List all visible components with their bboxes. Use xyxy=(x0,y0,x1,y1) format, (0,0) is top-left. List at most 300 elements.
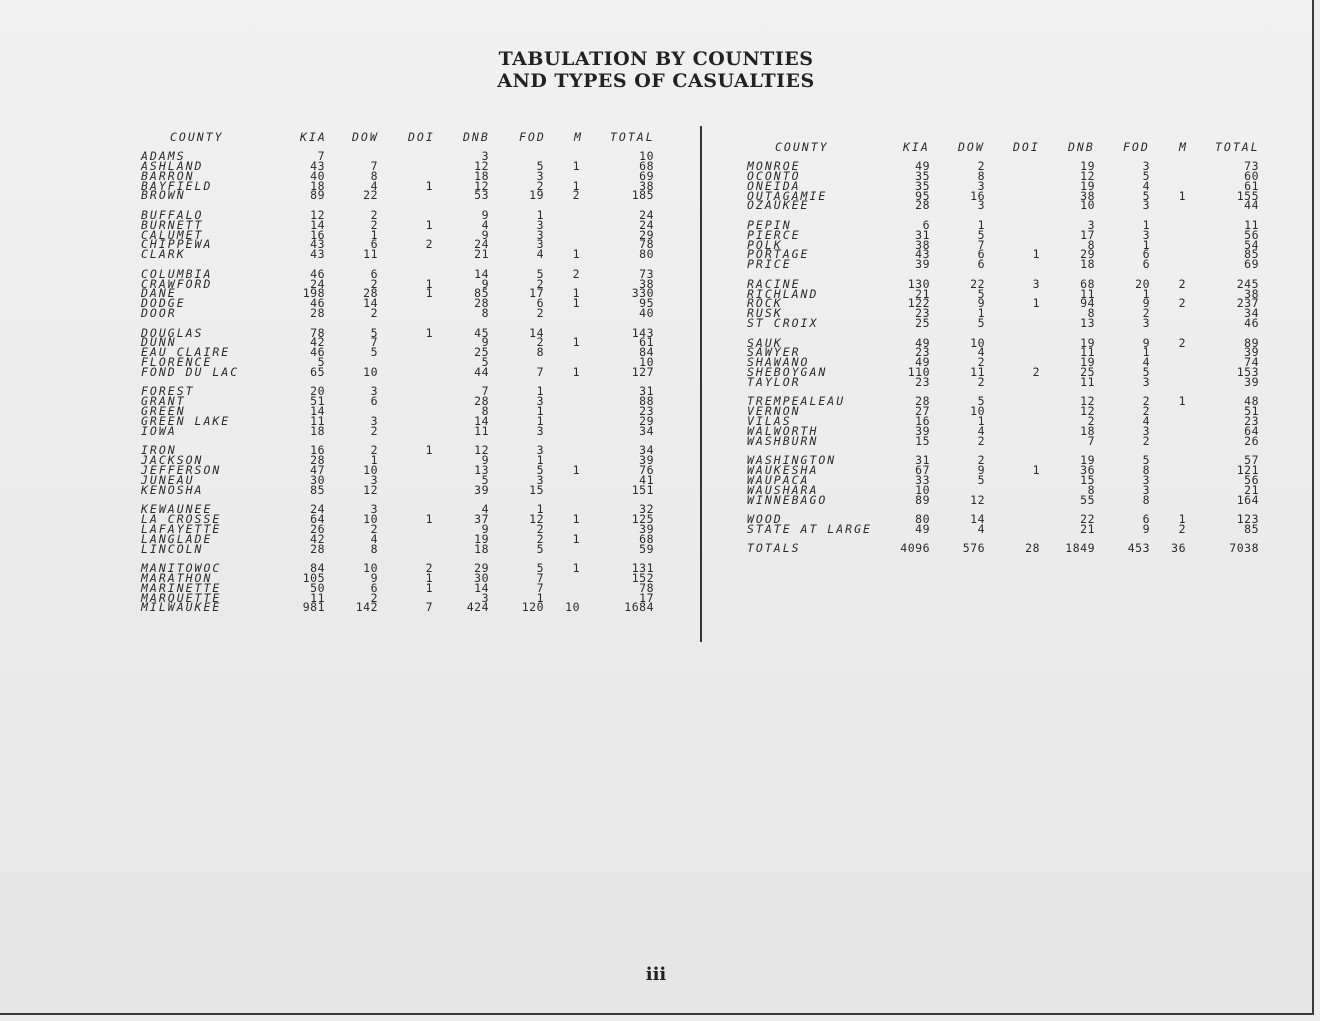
cell-doi: 1 xyxy=(1032,247,1040,262)
cell-dnb: 5 xyxy=(481,472,489,487)
cell-dow: 12 xyxy=(363,482,378,497)
cell-kia: 85 xyxy=(310,482,325,497)
cell-kia: 33 xyxy=(915,472,930,487)
cell-dow: 3 xyxy=(370,384,378,399)
cell-kia: 46 xyxy=(310,296,325,311)
cell-doi: 1 xyxy=(1032,463,1040,478)
table-row xyxy=(0,178,1312,193)
cell-fod: 6 xyxy=(1142,247,1150,262)
cell-doi: 1 xyxy=(425,178,433,193)
cell-fod: 7 xyxy=(536,580,544,595)
cell-total: 39 xyxy=(639,521,654,536)
cell-fod: 1 xyxy=(1142,217,1150,232)
cell-dnb: 9 xyxy=(481,227,489,242)
cell-fod: 15 xyxy=(529,482,544,497)
cell-fod: 2 xyxy=(536,521,544,536)
cell-dow: 11 xyxy=(363,247,378,262)
header-county: COUNTY xyxy=(775,140,829,154)
cell-dow: 1 xyxy=(370,453,378,468)
cell-m: 36 xyxy=(1171,541,1186,556)
cell-dnb: 424 xyxy=(466,600,489,615)
cell-kia: 80 xyxy=(915,512,930,527)
cell-dnb: 36 xyxy=(1080,463,1095,478)
cell-kia: 35 xyxy=(915,178,930,193)
cell-total: 69 xyxy=(639,168,654,183)
cell-dnb: 12 xyxy=(474,158,489,173)
cell-fod: 2 xyxy=(536,335,544,350)
cell-total: 40 xyxy=(639,306,654,321)
cell-total: 23 xyxy=(639,404,654,419)
table-row xyxy=(0,217,1312,232)
cell-county: ST CROIX xyxy=(747,316,819,331)
cell-kia: 89 xyxy=(310,188,325,203)
cell-dnb: 94 xyxy=(1080,296,1095,311)
cell-dnb: 19 xyxy=(1080,355,1095,370)
cell-county: SAWYER xyxy=(747,345,801,360)
cell-kia: 12 xyxy=(310,207,325,222)
cell-dnb: 28 xyxy=(474,296,489,311)
table-row xyxy=(0,580,700,595)
cell-total: 46 xyxy=(1244,316,1259,331)
cell-total: 41 xyxy=(639,472,654,487)
cell-county: DUNN xyxy=(141,335,177,350)
cell-total: 56 xyxy=(1244,227,1259,242)
header-total: TOTAL xyxy=(610,130,655,144)
cell-m: 1 xyxy=(572,178,580,193)
header-kia: KIA xyxy=(903,140,930,154)
cell-county: DOOR xyxy=(141,306,177,321)
cell-dow: 7 xyxy=(370,335,378,350)
table-row xyxy=(0,247,1312,262)
cell-dnb: 14 xyxy=(474,266,489,281)
cell-total: 11 xyxy=(1244,217,1259,232)
table-row xyxy=(0,296,1312,311)
cell-m: 2 xyxy=(1178,521,1186,536)
cell-dnb: 11 xyxy=(1080,286,1095,301)
cell-dnb: 12 xyxy=(474,178,489,193)
cell-fod: 6 xyxy=(536,296,544,311)
cell-m: 10 xyxy=(565,600,580,615)
cell-fod: 5 xyxy=(1142,365,1150,380)
cell-dnb: 25 xyxy=(1080,365,1095,380)
cell-dow: 1 xyxy=(977,306,985,321)
header-fod: FOD xyxy=(1123,140,1150,154)
cell-kia: 14 xyxy=(310,404,325,419)
table-row xyxy=(0,374,1312,389)
cell-dnb: 12 xyxy=(1080,168,1095,183)
cell-dow: 2 xyxy=(370,423,378,438)
cell-total: 61 xyxy=(1244,178,1259,193)
table-row xyxy=(0,257,1312,272)
cell-dow: 10 xyxy=(363,560,378,575)
table-row xyxy=(0,188,1312,203)
cell-fod: 2 xyxy=(1142,306,1150,321)
cell-county: WOOD xyxy=(747,512,783,527)
cell-dow: 3 xyxy=(370,502,378,517)
cell-county: IOWA xyxy=(141,423,177,438)
cell-dnb: 19 xyxy=(1080,178,1095,193)
cell-kia: 42 xyxy=(310,335,325,350)
cell-kia: 27 xyxy=(915,404,930,419)
cell-total: 44 xyxy=(1244,198,1259,213)
header-doi: DOI xyxy=(1013,140,1040,154)
cell-fod: 20 xyxy=(1135,276,1150,291)
header-kia: KIA xyxy=(300,130,327,144)
cell-county: POLK xyxy=(747,237,783,252)
cell-doi: 1 xyxy=(425,286,433,301)
cell-total: 29 xyxy=(639,413,654,428)
table-row xyxy=(0,511,1312,527)
cell-dnb: 13 xyxy=(474,462,489,477)
cell-m: 2 xyxy=(1178,335,1186,350)
cell-total: 127 xyxy=(631,364,654,379)
cell-kia: 26 xyxy=(310,521,325,536)
cell-fod: 3 xyxy=(536,443,544,458)
cell-fod: 3 xyxy=(536,237,544,252)
cell-kia: 49 xyxy=(915,335,930,350)
cell-kia: 4096 xyxy=(900,541,930,556)
table-row xyxy=(0,482,1312,497)
cell-dnb: 25 xyxy=(474,345,489,360)
cell-county: BAYFIELD xyxy=(141,178,213,193)
header-doi: DOI xyxy=(408,130,435,144)
cell-fod: 1 xyxy=(536,413,544,428)
cell-fod: 4 xyxy=(1142,178,1150,193)
cell-kia: 21 xyxy=(915,286,930,301)
cell-fod: 8 xyxy=(1142,492,1150,507)
cell-m: 1 xyxy=(572,247,580,262)
cell-dow: 5 xyxy=(977,286,985,301)
cell-dnb: 14 xyxy=(474,413,489,428)
table-row xyxy=(0,345,1312,360)
cell-fod: 5 xyxy=(536,462,544,477)
table-row xyxy=(0,227,1312,242)
cell-dow: 5 xyxy=(370,345,378,360)
cell-kia: 31 xyxy=(915,453,930,468)
cell-county: SHAWANO xyxy=(747,355,810,370)
cell-dow: 4 xyxy=(977,423,985,438)
cell-county: TAYLOR xyxy=(747,374,801,389)
cell-dnb: 5 xyxy=(481,355,489,370)
cell-dnb: 85 xyxy=(474,286,489,301)
cell-dnb: 55 xyxy=(1080,492,1095,507)
cell-dnb: 10 xyxy=(1080,198,1095,213)
cell-dnb: 9 xyxy=(481,453,489,468)
table-row xyxy=(0,335,1312,350)
cell-dow: 6 xyxy=(370,237,378,252)
cell-county: VERNON xyxy=(747,404,801,419)
cell-dnb: 18 xyxy=(474,541,489,556)
cell-fod: 3 xyxy=(1142,198,1150,213)
cell-total: 60 xyxy=(1244,168,1259,183)
cell-total: 23 xyxy=(1244,414,1259,429)
cell-total: 39 xyxy=(1244,374,1259,389)
cell-m: 1 xyxy=(572,158,580,173)
cell-dnb: 12 xyxy=(1080,394,1095,409)
cell-fod: 5 xyxy=(536,266,544,281)
cell-total: 95 xyxy=(639,296,654,311)
table-row xyxy=(0,276,1312,291)
cell-kia: 38 xyxy=(915,237,930,252)
cell-county: FOREST xyxy=(141,384,195,399)
cell-kia: 43 xyxy=(310,237,325,252)
cell-dow: 5 xyxy=(977,394,985,409)
table-row xyxy=(0,355,1312,370)
cell-fod: 1 xyxy=(536,502,544,517)
cell-fod: 1 xyxy=(536,404,544,419)
cell-dnb: 8 xyxy=(481,306,489,321)
cell-doi: 2 xyxy=(1032,365,1040,380)
cell-dow: 10 xyxy=(363,511,378,526)
cell-total: 185 xyxy=(631,188,654,203)
cell-dow: 3 xyxy=(370,413,378,428)
cell-kia: 49 xyxy=(915,355,930,370)
table-row xyxy=(0,590,700,605)
cell-dow: 5 xyxy=(370,325,378,340)
totals-row xyxy=(0,541,1312,556)
page-title xyxy=(0,48,1312,92)
cell-fod: 3 xyxy=(536,227,544,242)
cell-total: 85 xyxy=(1244,247,1259,262)
cell-dnb: 2 xyxy=(1087,414,1095,429)
cell-kia: 84 xyxy=(310,560,325,575)
cell-doi: 2 xyxy=(425,560,433,575)
cell-dnb: 12 xyxy=(1080,404,1095,419)
cell-dow: 6 xyxy=(977,257,985,272)
cell-total: 59 xyxy=(639,541,654,556)
cell-dnb: 7 xyxy=(1087,433,1095,448)
cell-dnb: 7 xyxy=(481,384,489,399)
cell-county: WAUSHARA xyxy=(747,482,819,497)
cell-doi: 1 xyxy=(425,570,433,585)
header-dnb: DNB xyxy=(463,130,490,144)
cell-dow: 12 xyxy=(970,492,985,507)
cell-kia: 23 xyxy=(915,374,930,389)
cell-dnb: 3 xyxy=(481,149,489,163)
cell-kia: 95 xyxy=(915,188,930,203)
cell-dnb: 9 xyxy=(481,521,489,536)
cell-total: 56 xyxy=(1244,472,1259,487)
cell-kia: 47 xyxy=(310,462,325,477)
cell-dnb: 9 xyxy=(481,335,489,350)
cell-dnb: 15 xyxy=(1080,472,1095,487)
cell-dow: 7 xyxy=(370,158,378,173)
table-row xyxy=(0,453,1312,468)
cell-county: PORTAGE xyxy=(747,247,810,262)
cell-m: 1 xyxy=(572,511,580,526)
cell-dow: 2 xyxy=(977,433,985,448)
cell-county: VILAS xyxy=(747,414,792,429)
cell-dnb: 44 xyxy=(474,364,489,379)
cell-dnb: 39 xyxy=(474,482,489,497)
cell-county: OUTAGAMIE xyxy=(747,188,828,203)
cell-fod: 19 xyxy=(529,188,544,203)
cell-fod: 3 xyxy=(536,472,544,487)
cell-county: LAFAYETTE xyxy=(141,521,222,536)
cell-total: 88 xyxy=(639,394,654,409)
cell-fod: 1 xyxy=(536,590,544,605)
cell-county: SHEBOYGAN xyxy=(747,365,828,380)
cell-kia: 130 xyxy=(907,276,930,291)
cell-total: 64 xyxy=(1244,423,1259,438)
cell-dow: 3 xyxy=(977,198,985,213)
cell-total: 85 xyxy=(1244,521,1259,536)
cell-dow: 2 xyxy=(370,217,378,232)
cell-dow: 2 xyxy=(370,521,378,536)
cell-m: 2 xyxy=(572,188,580,203)
cell-dnb: 1849 xyxy=(1065,541,1095,556)
cell-county: LA CROSSE xyxy=(141,511,222,526)
cell-county: WASHINGTON xyxy=(747,453,837,468)
cell-county: JEFFERSON xyxy=(141,462,222,477)
cell-fod: 12 xyxy=(529,511,544,526)
cell-fod: 17 xyxy=(529,286,544,301)
cell-county: RACINE xyxy=(747,276,801,291)
cell-dnb: 12 xyxy=(474,443,489,458)
cell-county: SAUK xyxy=(747,335,783,350)
cell-fod: 5 xyxy=(536,541,544,556)
cell-total: 38 xyxy=(639,178,654,193)
table-row xyxy=(0,492,1312,507)
cell-dnb: 9 xyxy=(481,276,489,291)
cell-doi: 1 xyxy=(425,325,433,340)
cell-total: 89 xyxy=(1244,335,1259,350)
cell-dnb: 29 xyxy=(474,560,489,575)
page-number: iii xyxy=(645,964,667,985)
cell-kia: 49 xyxy=(915,521,930,536)
cell-dnb: 8 xyxy=(1087,482,1095,497)
cell-kia: 35 xyxy=(915,168,930,183)
cell-total: 143 xyxy=(631,325,654,340)
cell-dnb: 24 xyxy=(474,237,489,252)
cell-m: 2 xyxy=(572,266,580,281)
cell-dow: 7 xyxy=(977,237,985,252)
cell-total: 76 xyxy=(639,462,654,477)
cell-dnb: 68 xyxy=(1080,276,1095,291)
cell-dow: 3 xyxy=(370,472,378,487)
cell-kia: 67 xyxy=(915,463,930,478)
cell-fod: 4 xyxy=(1142,414,1150,429)
cell-county: STATE AT LARGE xyxy=(747,521,872,536)
cell-county: RUSK xyxy=(747,306,783,321)
table-row xyxy=(0,472,1312,487)
cell-fod: 3 xyxy=(536,217,544,232)
cell-kia: 16 xyxy=(915,414,930,429)
cell-fod: 7 xyxy=(536,570,544,585)
cell-dnb: 11 xyxy=(1080,374,1095,389)
cell-kia: 51 xyxy=(310,394,325,409)
cell-m: 1 xyxy=(572,531,580,546)
cell-dow: 16 xyxy=(970,188,985,203)
cell-doi: 1 xyxy=(425,580,433,595)
cell-kia: 46 xyxy=(310,266,325,281)
cell-dnb: 22 xyxy=(1080,512,1095,527)
cell-doi: 1 xyxy=(425,443,433,458)
cell-kia: 43 xyxy=(310,158,325,173)
cell-dow: 5 xyxy=(977,472,985,487)
table-row xyxy=(0,413,1312,429)
cell-kia: 64 xyxy=(310,511,325,526)
cell-fod: 5 xyxy=(536,560,544,575)
cell-dnb: 19 xyxy=(1080,453,1095,468)
cell-county: DANE xyxy=(141,286,177,301)
cell-county: BARRON xyxy=(141,168,195,183)
cell-kia: 40 xyxy=(310,168,325,183)
cell-kia: 16 xyxy=(310,227,325,242)
cell-fod: 4 xyxy=(1142,355,1150,370)
cell-total: 7038 xyxy=(1229,541,1259,556)
cell-total: 121 xyxy=(1236,463,1259,478)
cell-county: COLUMBIA xyxy=(141,266,213,281)
cell-fod: 3 xyxy=(1142,482,1150,497)
table-row xyxy=(0,570,700,585)
cell-county: MILWAUKEE xyxy=(141,600,222,615)
cell-total: 34 xyxy=(639,423,654,438)
cell-kia: 20 xyxy=(310,384,325,399)
cell-fod: 2 xyxy=(536,178,544,193)
cell-dow: 10 xyxy=(970,335,985,350)
cell-kia: 981 xyxy=(302,600,325,615)
cell-dow: 9 xyxy=(370,570,378,585)
cell-kia: 28 xyxy=(310,453,325,468)
cell-m: 1 xyxy=(572,462,580,477)
cell-total: 38 xyxy=(639,276,654,291)
cell-county: JUNEAU xyxy=(141,472,195,487)
cell-dnb: 3 xyxy=(481,590,489,605)
table-row xyxy=(0,286,1312,301)
cell-dow: 2 xyxy=(977,355,985,370)
cell-county: BUFFALO xyxy=(141,207,204,222)
cell-total: 24 xyxy=(639,217,654,232)
cell-total: 34 xyxy=(639,443,654,458)
cell-total: 68 xyxy=(639,158,654,173)
cell-total: 54 xyxy=(1244,237,1259,252)
cell-dnb: 4 xyxy=(481,502,489,517)
cell-fod: 3 xyxy=(536,168,544,183)
cell-dnb: 37 xyxy=(474,511,489,526)
cell-dow: 10 xyxy=(363,462,378,477)
cell-fod: 9 xyxy=(1142,296,1150,311)
cell-fod: 2 xyxy=(536,531,544,546)
cell-total: 80 xyxy=(639,247,654,262)
cell-fod: 9 xyxy=(1142,521,1150,536)
cell-kia: 43 xyxy=(915,247,930,262)
cell-fod: 3 xyxy=(1142,159,1150,173)
cell-total: 125 xyxy=(631,511,654,526)
cell-dow: 8 xyxy=(370,541,378,556)
cell-county: LANGLADE xyxy=(141,531,213,546)
cell-total: 17 xyxy=(639,590,654,605)
cell-total: 73 xyxy=(639,266,654,281)
cell-fod: 1 xyxy=(1142,345,1150,360)
cell-total: 84 xyxy=(639,345,654,360)
cell-total: 34 xyxy=(1244,306,1259,321)
cell-dow: 2 xyxy=(370,276,378,291)
cell-dnb: 8 xyxy=(1087,306,1095,321)
cell-county: MARATHON xyxy=(141,570,213,585)
cell-fod: 5 xyxy=(1142,453,1150,468)
cell-dnb: 18 xyxy=(1080,423,1095,438)
cell-dow: 6 xyxy=(370,580,378,595)
cell-county: MONROE xyxy=(747,159,801,173)
table-row xyxy=(0,306,1312,321)
cell-dow: 9 xyxy=(977,463,985,478)
cell-fod: 1 xyxy=(536,207,544,222)
cell-dow: 1 xyxy=(370,227,378,242)
cell-fod: 2 xyxy=(1142,394,1150,409)
header-dnb: DNB xyxy=(1068,140,1095,154)
cell-total: 69 xyxy=(1244,257,1259,272)
